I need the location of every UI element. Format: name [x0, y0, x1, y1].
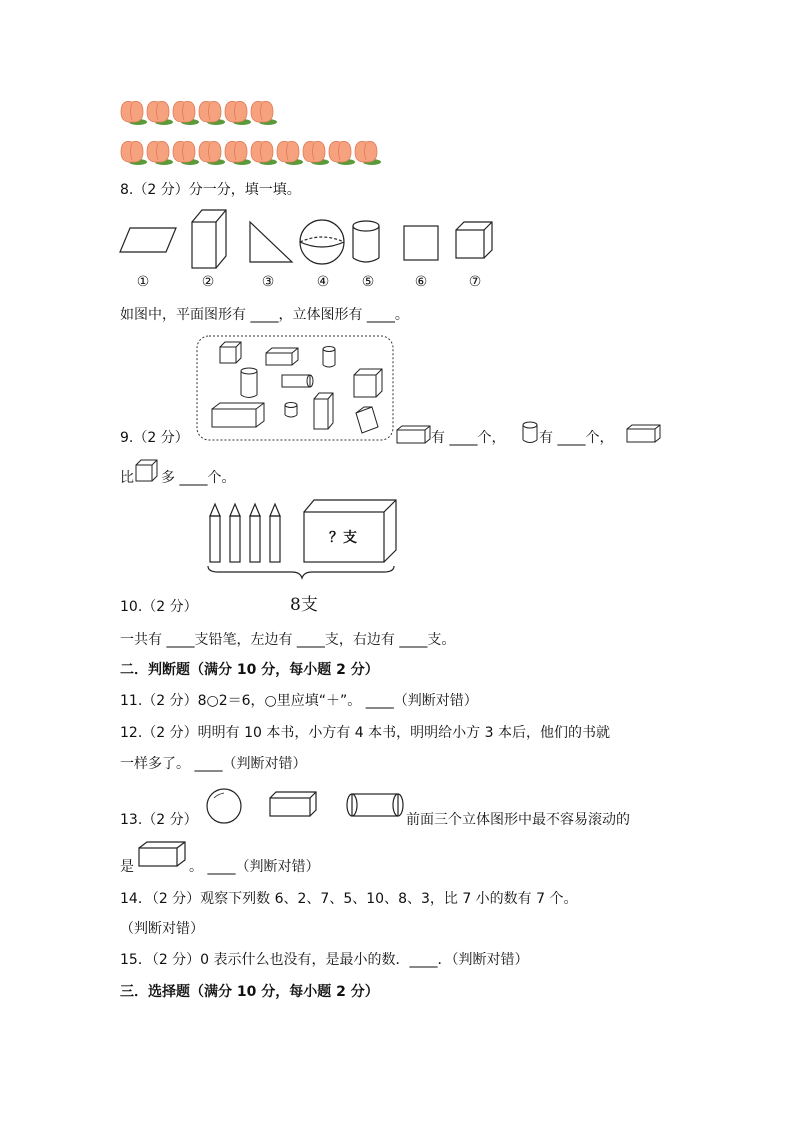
q9-solids-box: [196, 335, 394, 441]
q10-box-label: ？支: [329, 530, 357, 546]
sphere-icon: [207, 789, 241, 823]
q10-header: 10.（2 分）: [120, 599, 198, 615]
q14-line1: 14．（2 分）观察下列数 6、2、7、5、10、8、3，比 7 小的数有 7 个。: [120, 891, 578, 907]
peach-icon: [147, 141, 173, 165]
peach-icon: [251, 101, 277, 125]
label-6: ⑥: [414, 274, 428, 290]
q13-solids: [206, 786, 406, 830]
label-3: ③: [261, 274, 275, 290]
peach-icon: [147, 101, 173, 125]
peach-icon: [355, 141, 381, 165]
pencil-2: [230, 504, 240, 562]
brace: [208, 566, 394, 578]
q11: 11.（2 分）8○2＝6，○里应填“＋”。 ____（判断对错）: [120, 693, 478, 709]
cube-shape: [456, 222, 492, 258]
q13-header: 13.（2 分）: [120, 812, 198, 828]
q12-line2: 一样多了。 ____（判断对错）: [120, 756, 307, 772]
q13-line2-shi: 是: [120, 859, 134, 875]
peach-icon: [173, 141, 199, 165]
q14-line2: （判断对错）: [120, 921, 204, 937]
q9-compare-bi: 比: [120, 470, 134, 486]
q9-count-cylinder: 有 ____个，: [539, 430, 614, 446]
cuboid-icon: [396, 425, 432, 445]
cylinder-icon: [521, 421, 539, 445]
pencil-3: [250, 504, 260, 562]
peach-icon: [225, 101, 251, 125]
peach-row-top: [120, 96, 290, 126]
square-shape: [404, 226, 438, 260]
peach-icon: [329, 141, 355, 165]
q13-line2-tail: 。 ____（判断对错）: [189, 859, 320, 875]
section2-title: 二．判断题（满分 10 分，每小题 2 分）: [120, 662, 379, 678]
q13-tail: 前面三个立体图形中最不容易滚动的: [406, 812, 630, 828]
pencil-1: [210, 504, 220, 562]
peach-icon: [251, 141, 277, 165]
cube-icon: [135, 459, 159, 483]
q10-answer-line: 一共有 ____支铅笔，左边有 ____支，右边有 ____支。: [120, 632, 456, 648]
label-7: ⑦: [468, 274, 482, 290]
label-2: ②: [201, 274, 215, 290]
q8-shapes: [118, 206, 498, 268]
pencil-4: [270, 504, 280, 562]
label-1: ①: [136, 274, 150, 290]
q9-header: 9.（2 分）: [120, 430, 189, 446]
q10-total: 8支: [290, 595, 318, 615]
peach-icon: [173, 101, 199, 125]
tall-cuboid-shape: [192, 210, 226, 268]
peach-icon: [303, 141, 329, 165]
peach-icon: [199, 141, 225, 165]
q12-line1: 12.（2 分）明明有 10 本书，小方有 4 本书，明明给小方 3 本后，他们的书就: [120, 725, 610, 741]
label-4: ④: [316, 274, 330, 290]
q15: 15．（2 分）0 表示什么也没有，是最小的数．____．（判断对错）: [120, 952, 529, 968]
triangle-shape: [250, 222, 292, 262]
peach-icon: [199, 101, 225, 125]
peach-icon: [121, 101, 147, 125]
cuboid-solid-icon: [270, 792, 316, 816]
parallelogram-shape: [120, 228, 176, 252]
cuboid-icon-2: [626, 424, 662, 444]
q13-answer-cuboid: [138, 840, 188, 868]
peach-row-bottom: [120, 136, 390, 166]
section3-title: 三．选择题（满分 10 分，每小题 2 分）: [120, 984, 379, 1000]
q9-count-cuboid: 有 ____个，: [431, 430, 506, 446]
horizontal-cylinder-icon: [347, 794, 403, 816]
q8-header: 8.（2 分）分一分，填一填。: [120, 182, 301, 198]
peach-icon: [277, 141, 303, 165]
peach-icon: [225, 141, 251, 165]
peach-icon: [121, 141, 147, 165]
q8-answer-line: 如图中，平面图形有 ____，立体图形有 ____。: [120, 307, 409, 323]
q10-figure: [204, 498, 404, 580]
sphere-shape: [300, 220, 344, 264]
cylinder-shape: [353, 221, 379, 262]
label-5: ⑤: [361, 274, 375, 290]
q9-compare-more: 多 ____个。: [161, 470, 236, 486]
